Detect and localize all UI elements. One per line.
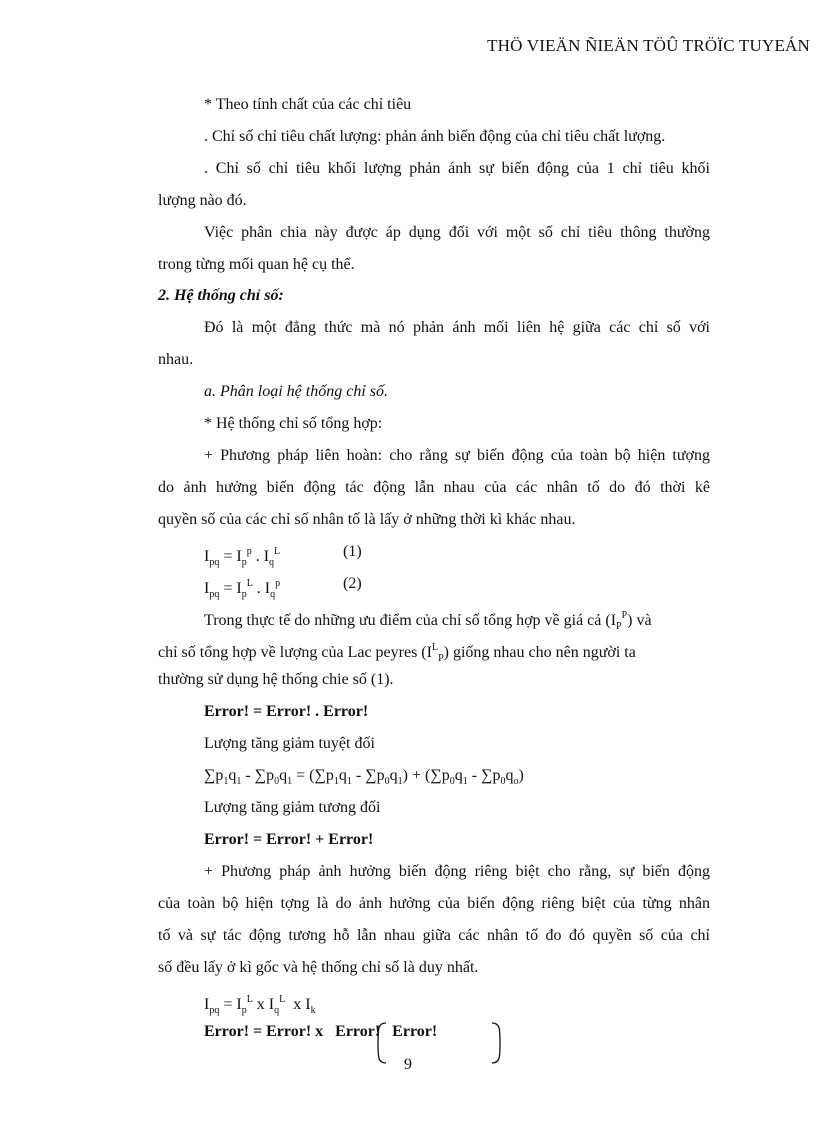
page-number: 9 — [404, 1056, 412, 1073]
section-heading: 2. Hệ thống chỉ số: — [158, 287, 284, 304]
paragraph: quyền số của các chỉ số nhân tố là lấy ở những thời kì khác nhau. — [158, 511, 576, 528]
equation-number: (2) — [343, 575, 362, 592]
equation-2: $I_{pq} = I_p^L$ . $I_q^p$ (2) — [204, 575, 362, 600]
paragraph: trong từng mối quan hệ cụ thể. — [158, 256, 355, 273]
paragraph: Trong thực tế do những ưu điểm của chỉ số tổng hợp về giá cả $(I_P^P)$ và — [204, 610, 652, 632]
paragraph: * Theo tính chất của các chỉ tiêu — [204, 96, 412, 113]
paragraph: Việc phân chia này được áp dụng đối với một số chỉ tiêu thông thường — [204, 224, 710, 241]
paragraph: + Phương pháp ảnh hưởng biến động riêng biệt cho rằng, sự biến động — [204, 863, 710, 880]
running-header: THÖ VIEÄN ÑIEÄN TÖÛ TRÖÏC TUYEÁN — [487, 36, 810, 55]
equation-error: Error! = Error! . Error! — [204, 703, 369, 720]
paragraph: . Chỉ số chỉ tiêu khối lượng phản ánh sự biến động của 1 chỉ tiêu khối — [204, 160, 710, 177]
paragraph: do ảnh hưởng biến động tác động lẫn nhau của các nhân tố do đó thời kê — [158, 479, 710, 496]
subsection-heading: a. Phân loại hệ thống chỉ số. — [204, 383, 388, 400]
paragraph: số đều lấy ở kì gốc và hệ thống chỉ số là duy nhất. — [158, 959, 479, 976]
equation-1: $I_{pq} = I_p^p$ . $I_q^L$ (1) — [204, 543, 362, 568]
paragraph: của toàn bộ hiện tợng là do ảnh hưởng của biến động riêng biệt của từng nhân — [158, 895, 710, 912]
equation-3: $I_{pq} = I_p^L$ x $I_q^L$ x $I_k$ — [204, 994, 316, 1016]
equation-error-bracketed: Error! = Error! x Error! Error! — [158, 1021, 710, 1069]
paragraph: Lượng tăng giảm tương đối — [204, 799, 381, 816]
paragraph: tố và sự tác động tương hỗ lẫn nhau giữa các nhân tố đo đó quyền số của chỉ — [158, 927, 710, 944]
paragraph: thường sử dụng hệ thống chie số (1). — [158, 671, 394, 688]
paragraph: chỉ số tổng hợp về lượng của Lac peyres $(I^L_P)$ giống nhau cho nên người ta — [158, 642, 636, 664]
equation-number: (1) — [343, 543, 362, 560]
paragraph: Đó là một đẳng thức mà nó phản ánh mối liên hệ giữa các chỉ số với — [204, 319, 710, 336]
paragraph: Lượng tăng giảm tuyệt đối — [204, 735, 375, 752]
paragraph: + Phương pháp liên hoàn: cho rằng sự biến động của toàn bộ hiện tượng — [204, 447, 710, 464]
paragraph: lượng nào đó. — [158, 192, 247, 209]
paragraph: nhau. — [158, 351, 194, 368]
equation-error: Error! = Error! + Error! — [204, 831, 374, 848]
paragraph: * Hệ thống chỉ số tổng hợp: — [204, 415, 383, 432]
paragraph: . Chỉ số chỉ tiêu chất lượng: phản ánh biến động của chỉ tiêu chất lượng. — [204, 128, 666, 145]
equation-absolute-change: $\sum p_1q_1 - \sum p_0q_1 = (\sum p_1q_1 - \sum p_0q_1) + (\sum p_0q_1 - \sum p_0q_o)$ — [204, 767, 524, 787]
